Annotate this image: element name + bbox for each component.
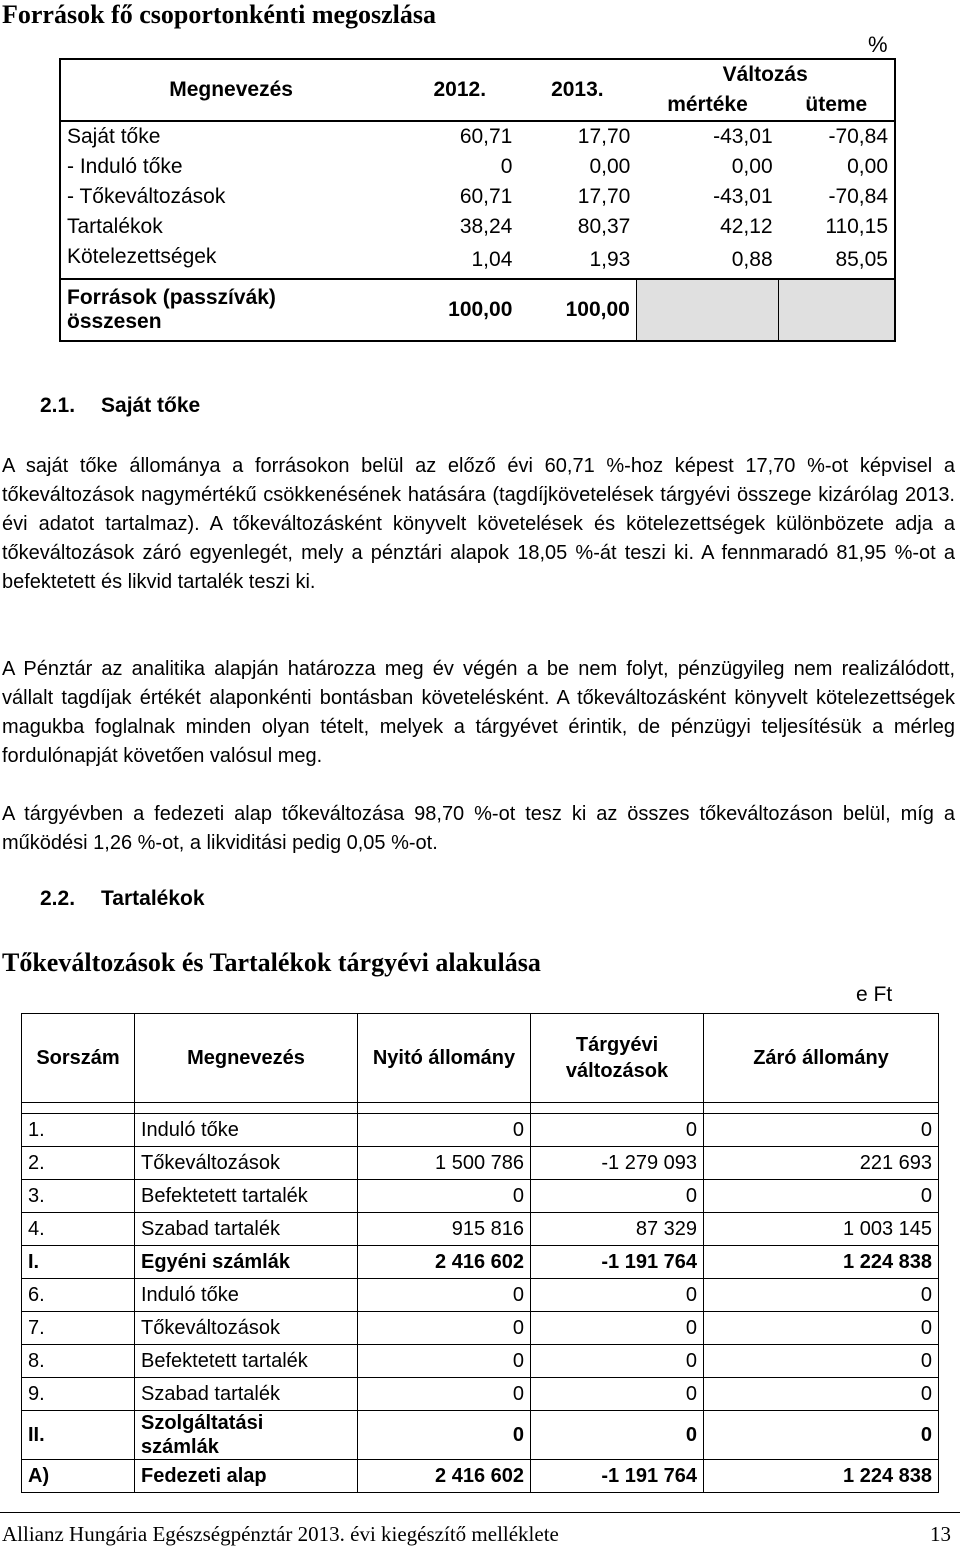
row-name: Tőkeváltozások	[135, 1147, 358, 1180]
row-close: 221 693	[704, 1147, 939, 1180]
row-rate: 0,00	[847, 155, 888, 178]
header-change: Változás	[636, 59, 895, 90]
row-name: Saját tőke	[67, 125, 161, 148]
row-2013: 80,37	[577, 215, 631, 238]
row-name: Egyéni számlák	[135, 1246, 358, 1279]
row-open: 2 416 602	[358, 1246, 531, 1279]
total-name	[60, 279, 401, 341]
table-row	[22, 1312, 939, 1345]
row-measure: 0,00	[731, 155, 773, 178]
row-change: 0	[531, 1312, 704, 1345]
row-2012: 1,04	[471, 248, 513, 271]
row-measure: 42,12	[720, 215, 773, 238]
header-name: Megnevezés	[60, 59, 401, 121]
table-row	[22, 1279, 939, 1312]
section-heading-2-1	[40, 394, 200, 418]
row-open: 0	[358, 1411, 531, 1460]
row-close: 1 224 838	[704, 1246, 939, 1279]
row-change: 0	[531, 1411, 704, 1460]
table-title: Tőkeváltozások és Tartalékok tárgyévi alakulása	[2, 948, 541, 977]
header-measure: mértéke	[636, 90, 778, 121]
row-close: 1 224 838	[704, 1460, 939, 1493]
row-change: 0	[531, 1345, 704, 1378]
header-change: Tárgyévi változások	[531, 1014, 704, 1103]
row-close: 0	[704, 1180, 939, 1213]
row-2012: 60,71	[459, 125, 513, 148]
row-rate: 110,15	[825, 215, 888, 238]
table-row	[22, 1213, 939, 1246]
row-close: 0	[704, 1312, 939, 1345]
row-no: A)	[22, 1460, 135, 1493]
row-name: Kötelezettségek	[67, 245, 217, 268]
table-row	[22, 1147, 939, 1180]
row-rate: -70,84	[828, 185, 888, 208]
table-row	[60, 242, 895, 279]
row-name	[135, 1411, 358, 1460]
row-no: II.	[22, 1411, 135, 1460]
table-row	[22, 1114, 939, 1147]
table-row	[22, 1180, 939, 1213]
row-2013: 17,70	[577, 125, 631, 148]
row-2012: 0	[500, 155, 513, 178]
footer-text: Allianz Hungária Egészségpénztár 2013. évi kiegészítő melléklete	[2, 1522, 559, 1546]
row-measure: 0,88	[731, 248, 773, 271]
row-rate: -70,84	[828, 125, 888, 148]
row-change: -1 279 093	[531, 1147, 704, 1180]
row-name: Fedezeti alap	[135, 1460, 358, 1493]
total-name-line1: Források (passzívák)	[67, 286, 276, 309]
row-open: 0	[358, 1312, 531, 1345]
total-name-line2: összesen	[67, 310, 162, 333]
row-name: Induló tőke	[135, 1279, 358, 1312]
footer-divider	[0, 1512, 960, 1513]
row-no: 9.	[22, 1378, 135, 1411]
row-close: 0	[704, 1345, 939, 1378]
table-row	[60, 121, 895, 152]
row-name: - Tőkeváltozások	[67, 185, 226, 208]
row-name: Induló tőke	[135, 1114, 358, 1147]
row-change: 0	[531, 1378, 704, 1411]
table-total-row	[22, 1460, 939, 1493]
paragraph-text: A tárgyévben a fedezeti alap tőkeváltozása 98,70 %-ot tesz ki az összes tőkeváltozáson belül, míg a működési 1,26 %-ot, a likviditási pedig 0,05 %-ot.	[2, 803, 955, 854]
header-no: Sorszám	[22, 1014, 135, 1103]
row-2012: 38,24	[459, 215, 513, 238]
row-measure: -43,01	[713, 125, 773, 148]
table-row	[22, 1378, 939, 1411]
total-2013: 100,00	[565, 298, 630, 321]
unit-label: e Ft	[856, 983, 893, 1006]
row-name: - Induló tőke	[67, 155, 183, 178]
row-name-line2: számlák	[141, 1436, 219, 1458]
total-2012: 100,00	[448, 298, 513, 321]
paragraph	[2, 800, 955, 858]
row-open: 0	[358, 1345, 531, 1378]
row-2012: 60,71	[459, 185, 513, 208]
row-change: 0	[531, 1180, 704, 1213]
header-rate: üteme	[779, 90, 895, 121]
header-2012: 2012.	[401, 59, 518, 121]
row-change: 0	[531, 1114, 704, 1147]
row-name: Tőkeváltozások	[135, 1312, 358, 1345]
table-row	[60, 182, 895, 212]
row-no: 3.	[22, 1180, 135, 1213]
section-heading-2-2	[40, 887, 205, 911]
row-close: 0	[704, 1114, 939, 1147]
row-2013: 0,00	[589, 155, 631, 178]
row-name: Befektetett tartalék	[135, 1180, 358, 1213]
page-number: 13	[930, 1522, 951, 1546]
header-2013: 2013.	[518, 59, 636, 121]
header-open: Nyitó állomány	[358, 1014, 531, 1103]
row-name: Szabad tartalék	[135, 1378, 358, 1411]
row-2013: 1,93	[589, 248, 631, 271]
row-no: 6.	[22, 1279, 135, 1312]
row-name: Tartalékok	[67, 215, 163, 238]
row-measure: -43,01	[713, 185, 773, 208]
page-title: Források fő csoportonkénti megoszlása	[2, 0, 437, 29]
row-name: Befektetett tartalék	[135, 1345, 358, 1378]
row-open: 2 416 602	[358, 1460, 531, 1493]
row-open: 0	[358, 1180, 531, 1213]
table-row	[60, 152, 895, 182]
unit-label: %	[868, 32, 888, 57]
reserves-table	[21, 1013, 939, 1493]
header-name: Megnevezés	[135, 1014, 358, 1103]
table-row	[60, 212, 895, 242]
table-header-row	[22, 1014, 939, 1103]
spacer-row	[22, 1103, 939, 1114]
row-no: I.	[22, 1246, 135, 1279]
section-number: 2.1.	[40, 394, 76, 417]
table-subtotal-row	[22, 1246, 939, 1279]
paragraph-text: A Pénztár az analitika alapján határozza meg év végén a be nem folyt, pénzügyileg nem realizálódott, vállalt tagdíjak értékét alaponkénti bontásban követelésként. A tőkeváltozásként könyvelt kötelezettségek magukba foglalnak minden olyan tételt, melyek a tárgyévet érintik, de pénzügyi teljesítésük a mérleg fordulónapját követően valósul meg.	[2, 658, 955, 767]
sources-table	[59, 58, 896, 342]
row-no: 7.	[22, 1312, 135, 1345]
section-label: Tartalékok	[101, 887, 205, 910]
row-name: Szabad tartalék	[135, 1213, 358, 1246]
row-no: 8.	[22, 1345, 135, 1378]
row-close: 0	[704, 1279, 939, 1312]
row-open: 1 500 786	[358, 1147, 531, 1180]
row-open: 0	[358, 1114, 531, 1147]
section-label: Saját tőke	[101, 394, 201, 417]
row-no: 1.	[22, 1114, 135, 1147]
row-no: 2.	[22, 1147, 135, 1180]
section-number: 2.2.	[40, 887, 76, 910]
row-open: 915 816	[358, 1213, 531, 1246]
header-close: Záró állomány	[704, 1014, 939, 1103]
row-close: 0	[704, 1378, 939, 1411]
row-name-line1: Szolgáltatási	[141, 1412, 264, 1434]
row-close: 0	[704, 1411, 939, 1460]
row-change: 0	[531, 1279, 704, 1312]
total-rate-empty	[779, 279, 895, 341]
table-subtotal-row	[22, 1411, 939, 1460]
paragraph	[2, 452, 955, 597]
paragraph-text: A saját tőke állománya a forrásokon belül az előző évi 60,71 %-hoz képest 17,70 %-ot képvisel a tőkeváltozások nagymértékű csökkenésének hatására (tagdíjkövetelések tárgyévi összege kizárólag 2013. évi adatot tartalmaz). A tőkeváltozásként könyvelt követelések és kötelezettségek különbözete adja a tőkeváltozások záró egyenlegét, mely a pénztári alapok 18,05 %-át teszi ki. A fennmaradó 81,95 %-ot a befektetett és likvid tartalék teszi ki.	[2, 455, 955, 593]
table-row	[22, 1345, 939, 1378]
row-2013: 17,70	[577, 185, 631, 208]
row-open: 0	[358, 1378, 531, 1411]
paragraph	[2, 655, 955, 771]
row-change: 87 329	[531, 1213, 704, 1246]
table-header-row	[60, 59, 895, 90]
row-rate: 85,05	[835, 248, 888, 271]
row-no: 4.	[22, 1213, 135, 1246]
total-measure-empty	[636, 279, 778, 341]
row-change: -1 191 764	[531, 1460, 704, 1493]
row-open: 0	[358, 1279, 531, 1312]
row-close: 1 003 145	[704, 1213, 939, 1246]
row-change: -1 191 764	[531, 1246, 704, 1279]
table-total-row	[60, 279, 895, 341]
